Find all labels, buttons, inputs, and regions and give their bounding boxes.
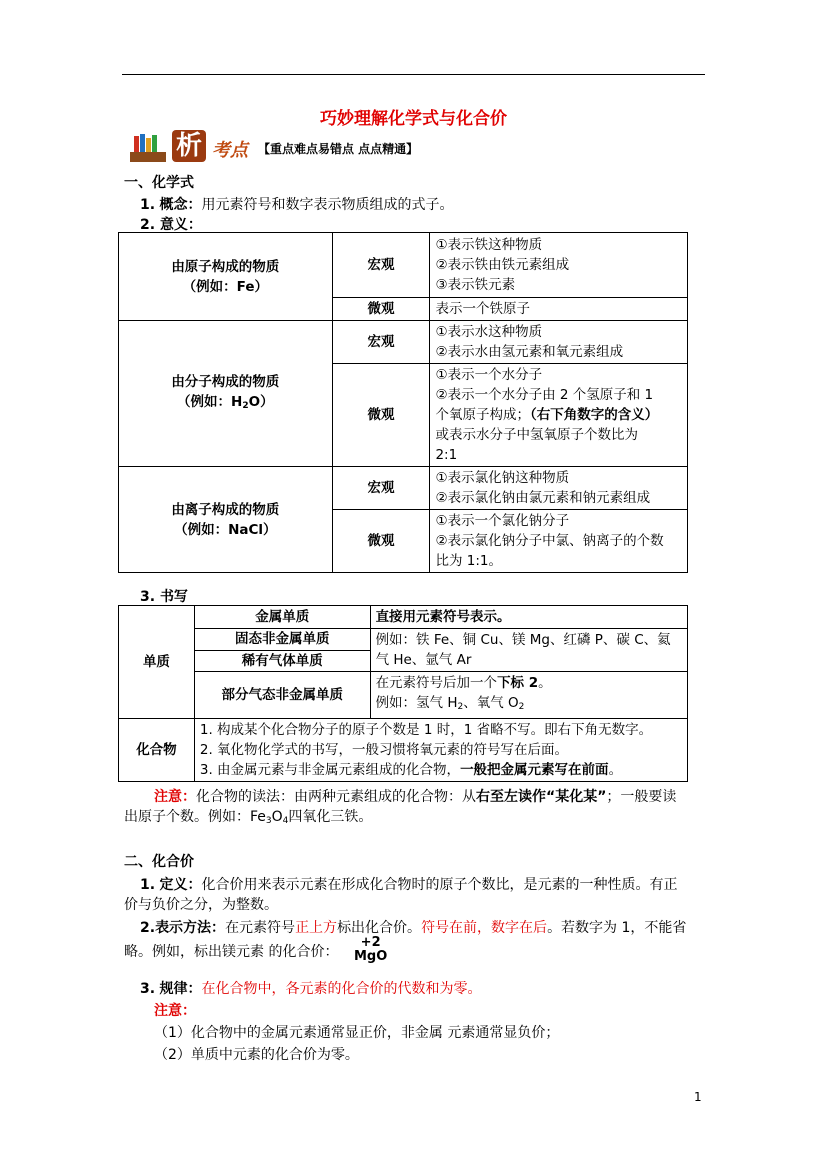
atom-substance-cell: 由原子构成的物质 （例如：Fe） — [119, 233, 333, 321]
elemental-label: 单质 — [119, 606, 195, 719]
meaning-table — [118, 232, 688, 573]
section1-heading: 一、化学式 — [124, 175, 194, 191]
compound-rules-cell: 1. 构成某个化合物分子的原子个数是 1 时，1 省略不写。即右下角无数字。 2. 氧化物化学式的书写，一般习惯将氧元素的符号写在后面。 3. 由金属元素与非金属元素组成的化合物，一般把金属元素写在前面。 — [194, 719, 687, 782]
definition-line: 1. 定义：化合价用来表示元素在形成化合物时的原子个数比，是元素的一种性质。有正 — [140, 877, 678, 893]
section-banner — [128, 128, 458, 166]
definition-cont: 价与负价之分，为整数。 — [124, 897, 278, 913]
writing-table — [118, 605, 688, 782]
rule-note-label: 注意： — [154, 1003, 196, 1019]
page-number: 1 — [694, 1090, 702, 1104]
noble-gas-cell: 稀有气体单质 — [194, 650, 370, 672]
rule-line: 3. 规律：在化合物中，各元素的化合价的代数和为零。 — [140, 981, 482, 997]
page-title: 巧妙理解化学式与化合价 — [320, 109, 507, 129]
ion-micro-cell: ①表示一个氯化钠分子 ②表示氯化钠分子中氯、钠离子的个数 比为 1:1。 — [430, 510, 688, 573]
compound-label: 化合物 — [119, 719, 195, 782]
macro-label: 宏观 — [332, 233, 430, 298]
ion-substance-cell: 由离子构成的物质 （例如：NaCl） — [119, 467, 333, 573]
micro-label: 微观 — [332, 510, 430, 573]
section2-heading: 二、化合价 — [124, 854, 194, 870]
banner-tag: 【重点难点易错点 点点精通】 — [258, 142, 419, 156]
naming-note: 注意：化合物的读法：由两种元素组成的化合物：从右至左读作“某化某”；一般要读 — [154, 789, 677, 805]
gaseous-nonmetal-cell: 部分气态非金属单质 — [194, 672, 370, 719]
atom-micro-cell: 表示一个铁原子 — [430, 298, 688, 321]
micro-label: 微观 — [332, 298, 430, 321]
micro-label: 微观 — [332, 364, 430, 467]
notation-cont: 略。例如，标出镁元素 的化合价： — [124, 944, 339, 960]
banner-xi: 析 — [172, 130, 206, 162]
notation-line: 2.表示方法：在元素符号正上方标出化合价。符号在前，数字在后。若数字为 1，不能省 — [140, 920, 687, 936]
subscript-rule-cell: 在元素符号后加一个下标 2。 例如：氢气 $H_2$、氧气 $O_2$ — [370, 672, 687, 719]
solid-nonmetal-cell: 固态非金属单质 — [194, 629, 370, 651]
molecule-substance-cell: 由分子构成的物质 （例如：$H_2O$） — [119, 321, 333, 467]
concept-line: 1. 概念：用元素符号和数字表示物质组成的式子。 — [140, 197, 454, 213]
banner-kaodian: 考点 — [212, 140, 248, 161]
molecule-macro-cell: ①表示水这种物质 ②表示水由氢元素和氧元素组成 — [430, 321, 688, 364]
direct-symbol-cell: 直接用元素符号表示。 — [370, 606, 687, 629]
rule-note-2: （2）单质中元素的化合价为零。 — [154, 1047, 359, 1063]
header-rule — [122, 74, 705, 75]
meaning-line: 2. 意义： — [140, 217, 202, 233]
atom-macro-cell: ①表示铁这种物质 ②表示铁由铁元素组成 ③表示铁元素 — [430, 233, 688, 298]
macro-label: 宏观 — [332, 321, 430, 364]
elemental-example-cell: 例如：铁 Fe、铜 Cu、镁 Mg、红磷 P、碳 C、氦 气 He、氩气 Ar — [370, 629, 687, 672]
books-icon — [128, 132, 168, 164]
naming-note-cont: 出原子个数。例如：$Fe_3O_4$四氧化三铁。 — [124, 809, 373, 826]
metal-elemental-cell: 金属单质 — [194, 606, 370, 629]
rule-note-1: （1）化合物中的金属元素通常显正价，非金属 元素通常显负价； — [154, 1025, 560, 1041]
mgo-valence: +2 MgO — [354, 935, 388, 964]
macro-label: 宏观 — [332, 467, 430, 510]
molecule-micro-cell: ①表示一个水分子 ②表示一个水分子由 2 个氢原子和 1 个氧原子构成；（右下角数字的含义） 或表示水分子中氢氧原子个数比为 2:1 — [430, 364, 688, 467]
writing-line: 3. 书写 — [140, 589, 188, 605]
ion-macro-cell: ①表示氯化钠这种物质 ②表示氯化钠由氯元素和钠元素组成 — [430, 467, 688, 510]
